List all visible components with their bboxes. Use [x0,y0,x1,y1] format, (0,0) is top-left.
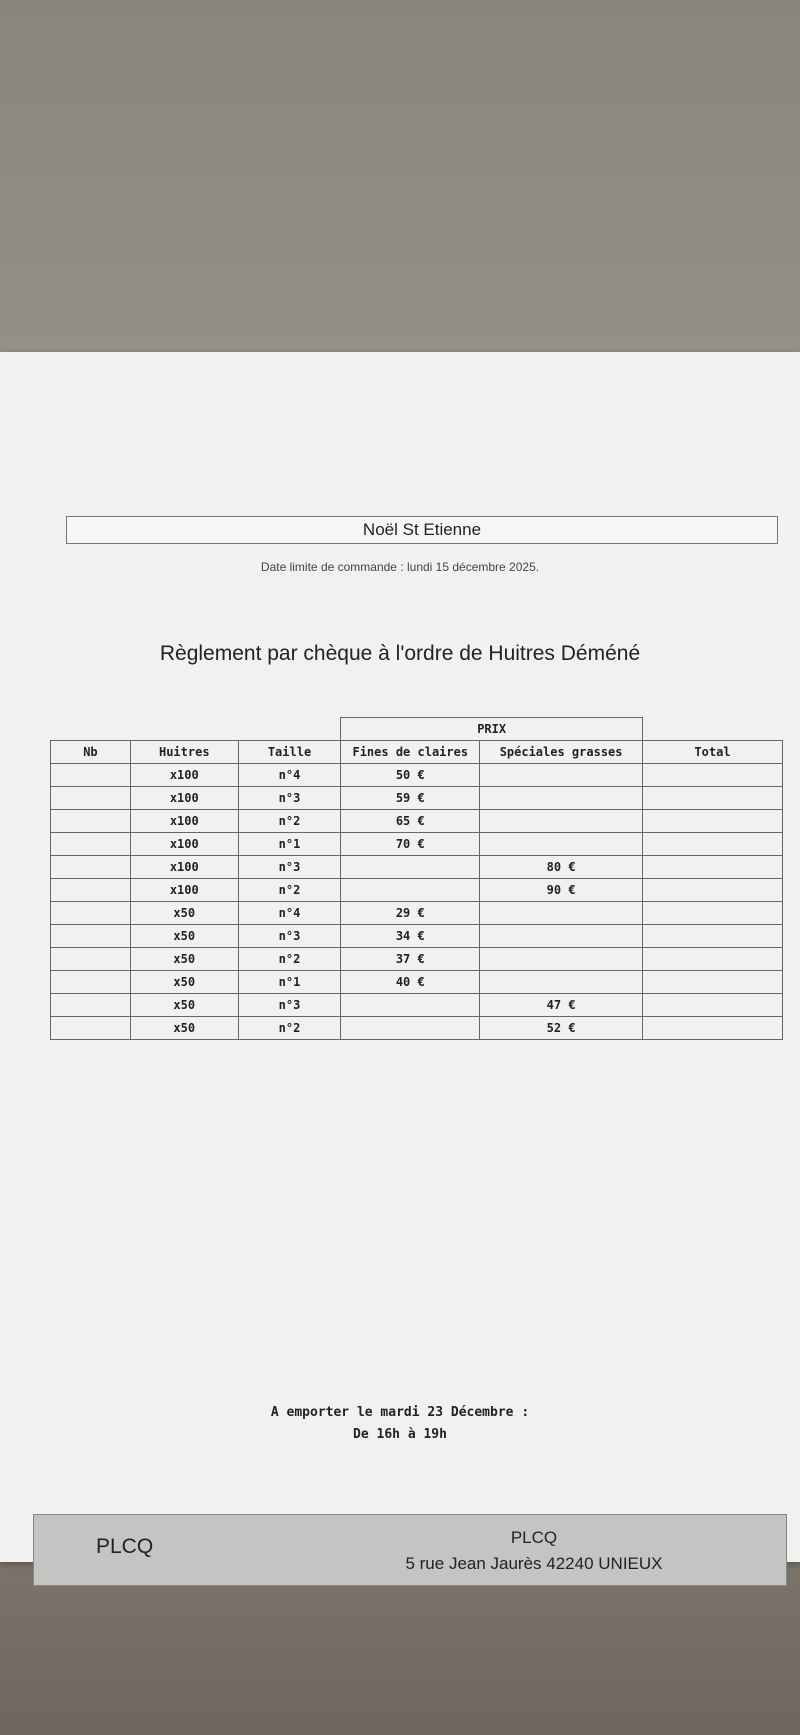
pickup-date: A emporter le mardi 23 Décembre : [270,1405,530,1420]
page-title-text: Noël St Etienne [362,520,482,539]
cell-nb[interactable] [51,810,131,833]
col-speciales-header: Spéciales grasses [480,741,643,764]
cell-nb[interactable] [51,856,131,879]
cell-total[interactable] [642,787,782,810]
cell-total[interactable] [642,1017,782,1040]
cell-speciales [480,971,643,994]
cell-speciales [480,902,643,925]
table-row [51,856,783,879]
cell-total[interactable] [642,902,782,925]
cell-taille: n°2 [238,1017,341,1040]
cell-total[interactable] [642,948,782,971]
cell-taille: n°2 [238,810,341,833]
cell-fines: 50 € [341,764,480,787]
cell-total[interactable] [642,994,782,1017]
cell-fines: 59 € [341,787,480,810]
cell-speciales: 47 € [480,994,643,1017]
order-rows [51,764,783,1040]
cell-huitres: x100 [130,856,238,879]
footer-banner [33,1514,787,1586]
prix-header-row [51,718,783,741]
cell-nb[interactable] [51,902,131,925]
cell-huitres: x100 [130,764,238,787]
table-row [51,787,783,810]
cell-nb[interactable] [51,925,131,948]
cell-nb[interactable] [51,1017,131,1040]
order-table [50,717,783,1040]
table-row [51,879,783,902]
table-row [51,810,783,833]
cell-total[interactable] [642,925,782,948]
cell-speciales [480,764,643,787]
cell-speciales: 80 € [480,856,643,879]
cell-taille: n°1 [238,833,341,856]
cell-speciales [480,833,643,856]
cell-total[interactable] [642,764,782,787]
cell-nb[interactable] [51,948,131,971]
cell-nb[interactable] [51,971,131,994]
col-fines-header: Fines de claires [341,741,480,764]
cell-taille: n°3 [238,856,341,879]
col-huitres-header: Huitres [130,741,238,764]
cell-taille: n°3 [238,787,341,810]
cell-fines [341,856,480,879]
table-row [51,925,783,948]
page-title [66,516,778,544]
prix-header: PRIX [341,718,643,741]
cell-taille: n°3 [238,994,341,1017]
pickup-hours: De 16h à 19h [353,1427,447,1442]
table-row [51,902,783,925]
cell-huitres: x50 [130,994,238,1017]
column-header-row [51,741,783,764]
cell-huitres: x100 [130,787,238,810]
cell-huitres: x50 [130,902,238,925]
cell-huitres: x100 [130,810,238,833]
col-taille-header: Taille [238,741,341,764]
cell-taille: n°3 [238,925,341,948]
cell-nb[interactable] [51,764,131,787]
pickup-info [0,1402,800,1446]
cell-fines [341,994,480,1017]
payment-instructions: Règlement par chèque à l'ordre de Huitres Déméné [159,642,641,665]
cell-speciales: 52 € [480,1017,643,1040]
cell-total[interactable] [642,856,782,879]
col-nb-header: Nb [51,741,131,764]
cell-speciales [480,810,643,833]
cell-huitres: x50 [130,1017,238,1040]
cell-taille: n°4 [238,764,341,787]
footer-contact [324,1525,744,1577]
order-deadline: Date limite de commande : lundi 15 décembre 2025. [260,560,540,574]
table-row [51,994,783,1017]
cell-fines: 40 € [341,971,480,994]
cell-fines [341,1017,480,1040]
cell-fines: 70 € [341,833,480,856]
cell-nb[interactable] [51,994,131,1017]
cell-nb[interactable] [51,787,131,810]
table-row [51,948,783,971]
cell-total[interactable] [642,879,782,902]
table-row [51,1017,783,1040]
cell-huitres: x100 [130,879,238,902]
cell-speciales [480,925,643,948]
cell-huitres: x50 [130,925,238,948]
cell-nb[interactable] [51,879,131,902]
cell-fines: 29 € [341,902,480,925]
cell-total[interactable] [642,971,782,994]
footer-address: 5 rue Jean Jaurès 42240 UNIEUX [405,1554,663,1573]
footer-contact-name: PLCQ [510,1528,558,1547]
cell-fines: 37 € [341,948,480,971]
cell-fines: 65 € [341,810,480,833]
cell-nb[interactable] [51,833,131,856]
cell-speciales [480,948,643,971]
table-row [51,971,783,994]
cell-taille: n°4 [238,902,341,925]
cell-huitres: x50 [130,948,238,971]
cell-taille: n°2 [238,879,341,902]
col-total-header: Total [642,741,782,764]
cell-huitres: x100 [130,833,238,856]
cell-taille: n°1 [238,971,341,994]
order-form-sheet [0,352,800,1573]
footer-org-name: PLCQ [96,1535,154,1558]
table-row [51,833,783,856]
table-row [51,764,783,787]
cell-huitres: x50 [130,971,238,994]
cell-fines: 34 € [341,925,480,948]
cell-taille: n°2 [238,948,341,971]
cell-total[interactable] [642,833,782,856]
cell-speciales [480,787,643,810]
cell-speciales: 90 € [480,879,643,902]
cell-fines [341,879,480,902]
cell-total[interactable] [642,810,782,833]
